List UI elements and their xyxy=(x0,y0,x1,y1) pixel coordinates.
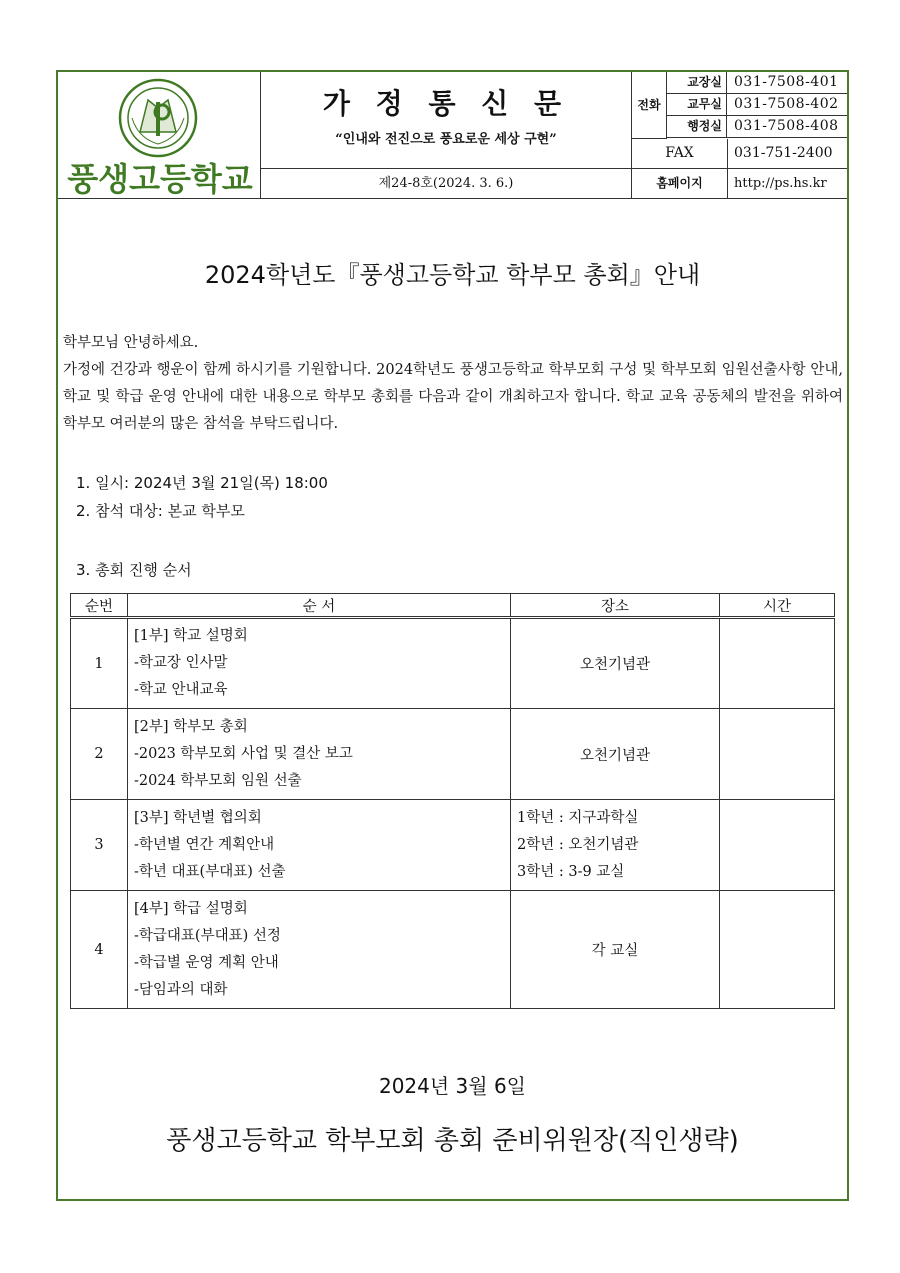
row-num: 1 xyxy=(71,618,128,709)
row-order xyxy=(128,800,511,891)
place-line: 1학년 : 지구과학실 xyxy=(517,809,639,826)
letterhead xyxy=(58,72,847,199)
newsletter-title-cell xyxy=(261,72,632,169)
order-line: -학급별 운영 계획 안내 xyxy=(134,954,279,971)
fax-row xyxy=(632,139,847,169)
homepage-link[interactable]: http://ps.hs.kr xyxy=(734,176,827,191)
newsletter-page xyxy=(56,70,849,1201)
order-line: -학년 대표(부대표) 선출 xyxy=(134,863,286,880)
col-header-time: 시간 xyxy=(720,594,835,618)
order-line: -담임과의 대화 xyxy=(134,981,228,998)
order-line: -2024 학부모회 임원 선출 xyxy=(134,772,302,789)
program-heading: 3. 총회 진행 순서 xyxy=(76,561,192,579)
order-line: [4부] 학급 설명회 xyxy=(134,900,248,917)
row-num: 4 xyxy=(71,891,128,1009)
tel-label: 전화 xyxy=(632,72,667,139)
body-paragraph: 가정에 건강과 행운이 함께 하시기를 기원합니다. 2024학년도 풍생고등학교 학부모회 구성 및 학부모회 임원선출사항 안내, 학교 및 학급 운영 안내에 대한 내용으로 학부모 총회를 다음과 같이 개최하고자 합니다. 학교 교육 공동체의 발전을 위하여 학부모 여러분의 많은 참석을 부탁드립니다. xyxy=(63,362,843,432)
row-order xyxy=(128,709,511,800)
col-header-num: 순번 xyxy=(71,594,128,618)
row-order xyxy=(128,618,511,709)
school-motto: “인내와 전진으로 풍요로운 세상 구현” xyxy=(335,132,557,147)
place-line: 2학년 : 오천기념관 xyxy=(517,836,639,853)
program-table xyxy=(70,593,835,1009)
row-place: 각 교실 xyxy=(511,891,720,1009)
issue-date: 2024년 3월 6일 xyxy=(378,1074,527,1098)
homepage-label: 홈페이지 xyxy=(632,169,728,198)
table-row xyxy=(71,800,835,891)
row-time xyxy=(720,891,835,1009)
table-header-row xyxy=(71,594,835,618)
event-datetime: 1. 일시: 2024년 3월 21일(목) 18:00 xyxy=(76,474,328,492)
contact-table xyxy=(632,72,847,198)
phone-number: 031-7508-401 xyxy=(734,74,839,90)
row-num: 2 xyxy=(71,709,128,800)
row-num: 3 xyxy=(71,800,128,891)
newsletter-title: 가 정 통 신 문 xyxy=(322,87,570,120)
table-row xyxy=(71,891,835,1009)
phone-number: 031-7508-402 xyxy=(734,96,839,112)
order-line: [2부] 학부모 총회 xyxy=(134,718,248,735)
school-logo-cell xyxy=(58,72,261,198)
order-line: [1부] 학교 설명회 xyxy=(134,628,248,644)
phone-number: 031-7508-408 xyxy=(734,118,839,134)
order-line: -2023 학부모회 사업 및 결산 보고 xyxy=(134,745,353,762)
order-line: -학년별 연간 계획안내 xyxy=(134,836,275,853)
order-line: -학급대표(부대표) 선정 xyxy=(134,927,281,944)
row-place: 오천기념관 xyxy=(511,709,720,800)
row-order xyxy=(128,891,511,1009)
signature: 풍생고등학교 학부모회 총회 준비위원장(직인생략) xyxy=(166,1126,739,1156)
row-time xyxy=(720,800,835,891)
row-place: 오천기념관 xyxy=(511,618,720,709)
contact-row xyxy=(667,72,847,94)
dept-label: 행정실 xyxy=(667,116,727,137)
school-name-logo: 풍생고등학교 xyxy=(67,160,253,198)
col-header-order: 순 서 xyxy=(128,594,511,618)
col-header-place: 장소 xyxy=(511,594,720,618)
contact-row xyxy=(667,94,847,116)
dept-label: 교장실 xyxy=(667,72,727,93)
dept-label: 교무실 xyxy=(667,94,727,115)
contact-row xyxy=(667,116,847,138)
row-place xyxy=(511,800,720,891)
table-row xyxy=(71,618,835,709)
row-time xyxy=(720,618,835,709)
order-line: -학교장 인사말 xyxy=(134,655,228,671)
issue-number: 제24-8호(2024. 3. 6.) xyxy=(261,169,632,198)
fax-number: 031-751-2400 xyxy=(734,145,833,161)
school-emblem-icon xyxy=(118,78,198,158)
order-line: [3부] 학년별 협의회 xyxy=(134,809,262,826)
fax-label: FAX xyxy=(632,139,728,168)
place-line: 3학년 : 3-9 교실 xyxy=(517,863,625,880)
greeting: 학부모님 안녕하세요. xyxy=(63,335,199,351)
row-time xyxy=(720,709,835,800)
table-row xyxy=(71,709,835,800)
document-title: 2024학년도『풍생고등학교 학부모 총회』안내 xyxy=(204,261,701,289)
order-line: -학교 안내교육 xyxy=(134,682,228,698)
attendees: 2. 참석 대상: 본교 학부모 xyxy=(76,502,245,520)
homepage-row xyxy=(632,169,847,198)
